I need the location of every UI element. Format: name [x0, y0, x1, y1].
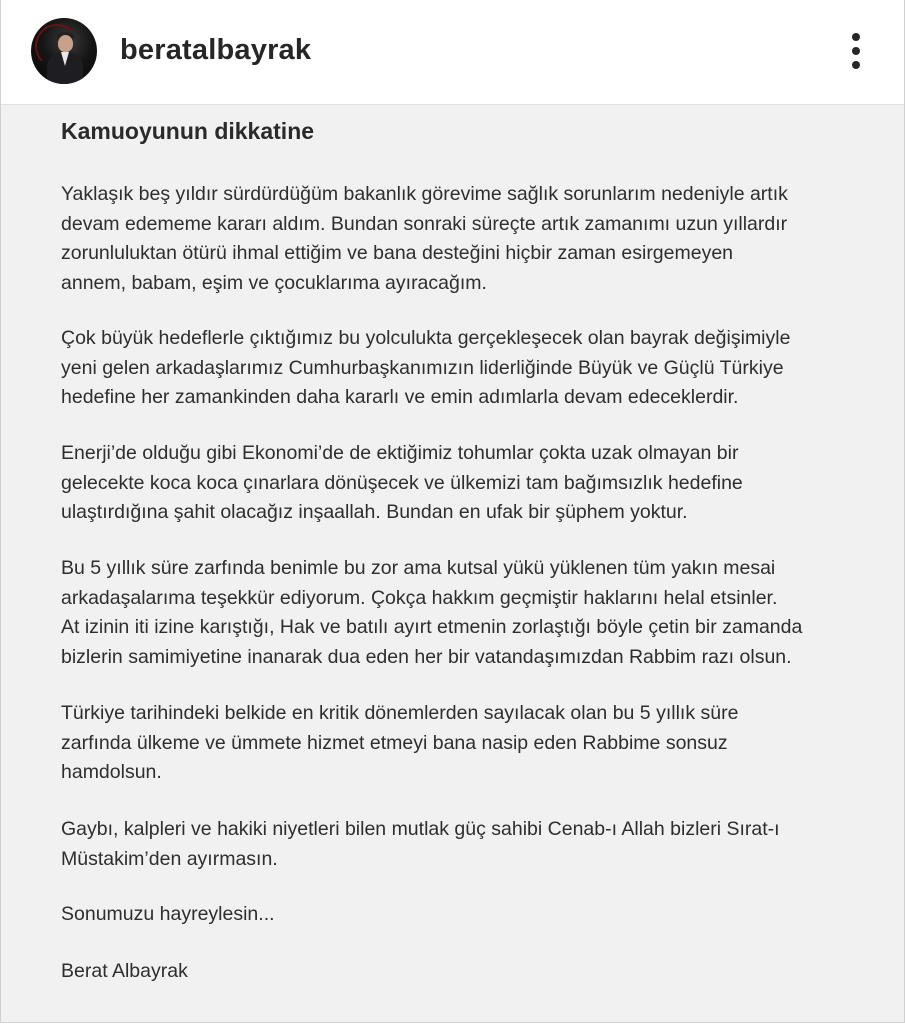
text-line: devam edememe kararı aldım. Bundan sonraki süreçte artık zamanımı uzun yıllardır — [61, 212, 788, 235]
menu-dot — [852, 33, 860, 41]
profile-photo-icon[interactable] — [31, 18, 97, 84]
avatar-figure-head — [58, 35, 73, 52]
text-line: arkadaşalarıma teşekkür ediyorum. Çokça hakkım geçmiştir haklarını helal etsinler. — [61, 586, 778, 609]
paragraph-6 — [61, 815, 780, 874]
text-line: ulaştırdığına şahit olacağız inşaallah. Bundan en ufak bir şüphem yoktur. — [61, 501, 688, 523]
text-line: Müstakim’den ayırmasın. — [61, 847, 278, 870]
text-line: Gaybı, kalpleri ve hakiki niyetleri bilen mutlak güç sahibi Cenab-ı Allah bizleri Sırat-ı — [61, 818, 780, 840]
text-line: Yaklaşık beş yıldır sürdürdüğüm bakanlık görevime sağlık sorunlarım nedeniyle artık — [61, 183, 788, 205]
text-line: bizlerin samimiyetine inanarak dua eden her bir vatandaşımızdan Rabbim razı olsun. — [61, 645, 792, 668]
text-line: Türkiye tarihindeki belkide en kritik dönemlerden sayılacak olan bu 5 yıllık süre — [61, 702, 739, 724]
paragraph-3 — [61, 439, 743, 528]
text-line: zorunluluktan ötürü ihmal ettiğim ve bana desteğini hiçbir zaman esirgemeyen — [61, 242, 734, 264]
post-image[interactable] — [1, 105, 904, 1022]
text-line: Bu 5 yıllık süre zarfında benimle bu zor ama kutsal yükü yüklenen tüm yakın mesai — [61, 557, 776, 579]
text-line: yeni gelen arkadaşlarımız Cumhurbaşkanımızın liderliğinde Büyük ve Güçlü Türkiye — [61, 356, 784, 379]
text-line: Berat Albayrak — [61, 960, 188, 982]
statement-title: Kamuoyunun dikkatine — [61, 118, 315, 144]
paragraph-5 — [61, 699, 738, 788]
text-line: gelecekte koca koca çınarlara dönüşecek ve ülkemizi tam bağımsızlık hedefine — [61, 471, 743, 494]
text-line: annem, babam, eşim ve çocuklarıma ayıracağım. — [61, 271, 487, 294]
closing-line — [61, 900, 275, 930]
text-line: Sonumuzu hayreylesin... — [61, 903, 275, 925]
text-line: hedefine her zamankinden daha kararlı ve emin adımlarla devam edeceklerdir. — [61, 386, 739, 408]
post-header — [1, 0, 904, 104]
more-options-icon[interactable] — [841, 30, 871, 72]
menu-dot — [852, 61, 860, 69]
paragraph-4 — [61, 554, 802, 672]
paragraph-1 — [61, 180, 788, 298]
paragraph-2 — [61, 324, 790, 413]
text-line: Çok büyük hedeflerle çıktığımız bu yolculukta gerçekleşecek olan bayrak değişimiyle — [61, 327, 791, 349]
text-line: zarfında ülkeme ve ümmete hizmet etmeyi bana nasip eden Rabbime sonsuz — [61, 731, 728, 754]
text-line: hamdolsun. — [61, 761, 162, 783]
text-line: Enerji’de olduğu gibi Ekonomi’de de ektiğimiz tohumlar çokta uzak olmayan bir — [61, 442, 739, 464]
menu-dot — [852, 47, 860, 55]
signature — [61, 957, 188, 987]
username-link[interactable]: beratalbayrak — [120, 34, 312, 66]
text-line: At izinin iti izine karıştığı, Hak ve batılı ayırt etmenin zorlaştığı böyle çetin bir zamanda — [61, 616, 803, 638]
